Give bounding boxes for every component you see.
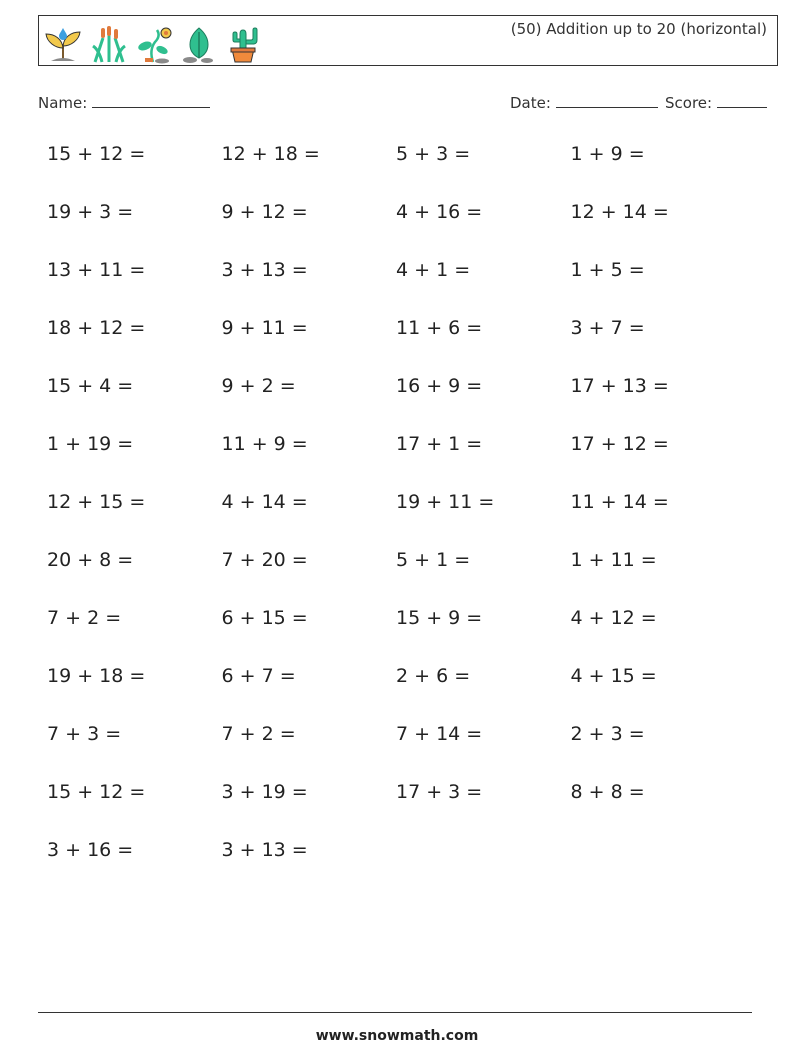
problem-item: 20 + 8 = (47, 549, 134, 571)
date-label: Date: (510, 94, 551, 112)
name-blank[interactable] (92, 93, 210, 108)
problem-item: 3 + 16 = (47, 839, 134, 861)
problem-item: 9 + 12 = (221, 201, 308, 223)
problem-item: 1 + 5 = (570, 259, 645, 281)
footer-divider (38, 1012, 752, 1013)
problem-item: 17 + 12 = (570, 433, 669, 455)
problem-item: 17 + 1 = (396, 433, 483, 455)
problem-item: 7 + 20 = (221, 549, 308, 571)
leaf-plant-icon (181, 24, 217, 64)
problem-item: 17 + 3 = (396, 781, 483, 803)
problem-item: 11 + 9 = (221, 433, 308, 455)
sprout-water-icon (43, 24, 83, 64)
problem-item: 12 + 14 = (570, 201, 669, 223)
name-label: Name: (38, 94, 88, 112)
name-field (38, 93, 210, 112)
problem-item: 1 + 11 = (570, 549, 657, 571)
problem-item: 1 + 19 = (47, 433, 134, 455)
problem-item: 3 + 7 = (570, 317, 645, 339)
problem-item: 15 + 9 = (396, 607, 483, 629)
problem-item: 4 + 15 = (570, 665, 657, 687)
problem-item: 9 + 11 = (221, 317, 308, 339)
problem-item: 11 + 14 = (570, 491, 669, 513)
problem-item: 16 + 9 = (396, 375, 483, 397)
problem-item: 15 + 12 = (47, 781, 146, 803)
problem-item: 7 + 2 = (221, 723, 296, 745)
worksheet-title: (50) Addition up to 20 (horizontal) (510, 20, 767, 38)
date-field (510, 93, 658, 112)
problem-item: 4 + 16 = (396, 201, 483, 223)
problem-item: 3 + 13 = (221, 839, 308, 861)
problem-item: 6 + 15 = (221, 607, 308, 629)
problem-item: 4 + 12 = (570, 607, 657, 629)
problem-item: 17 + 13 = (570, 375, 669, 397)
problem-item: 15 + 4 = (47, 375, 134, 397)
problem-item: 3 + 13 = (221, 259, 308, 281)
plant-icons (43, 20, 263, 64)
footer-url: www.snowmath.com (315, 1028, 479, 1044)
problem-item: 13 + 11 = (47, 259, 146, 281)
problem-item: 4 + 1 = (396, 259, 471, 281)
worksheet-header (38, 15, 778, 66)
score-label: Score: (665, 94, 713, 112)
problem-item: 9 + 2 = (221, 375, 296, 397)
problem-item: 12 + 18 = (221, 143, 320, 165)
problem-item: 19 + 3 = (47, 201, 134, 223)
problem-item: 8 + 8 = (570, 781, 645, 803)
problem-item: 7 + 14 = (396, 723, 483, 745)
problem-item: 19 + 18 = (47, 665, 146, 687)
problem-item: 2 + 3 = (570, 723, 645, 745)
problem-item: 18 + 12 = (47, 317, 146, 339)
problem-item: 11 + 6 = (396, 317, 483, 339)
score-field (665, 93, 767, 112)
date-blank[interactable] (556, 93, 658, 108)
problem-item: 15 + 12 = (47, 143, 146, 165)
problem-item: 3 + 19 = (221, 781, 308, 803)
potted-cactus-icon (223, 24, 263, 64)
vine-flower-icon (135, 24, 175, 64)
problem-item: 5 + 3 = (396, 143, 471, 165)
score-blank[interactable] (717, 93, 767, 108)
problem-item: 2 + 6 = (396, 665, 471, 687)
problem-item: 7 + 2 = (47, 607, 122, 629)
problem-item: 4 + 14 = (221, 491, 308, 513)
problem-item: 19 + 11 = (396, 491, 495, 513)
problem-item: 6 + 7 = (221, 665, 296, 687)
problem-item: 5 + 1 = (396, 549, 471, 571)
problem-item: 7 + 3 = (47, 723, 122, 745)
reeds-plant-icon (89, 24, 129, 64)
problem-item: 12 + 15 = (47, 491, 146, 513)
problem-item: 1 + 9 = (570, 143, 645, 165)
